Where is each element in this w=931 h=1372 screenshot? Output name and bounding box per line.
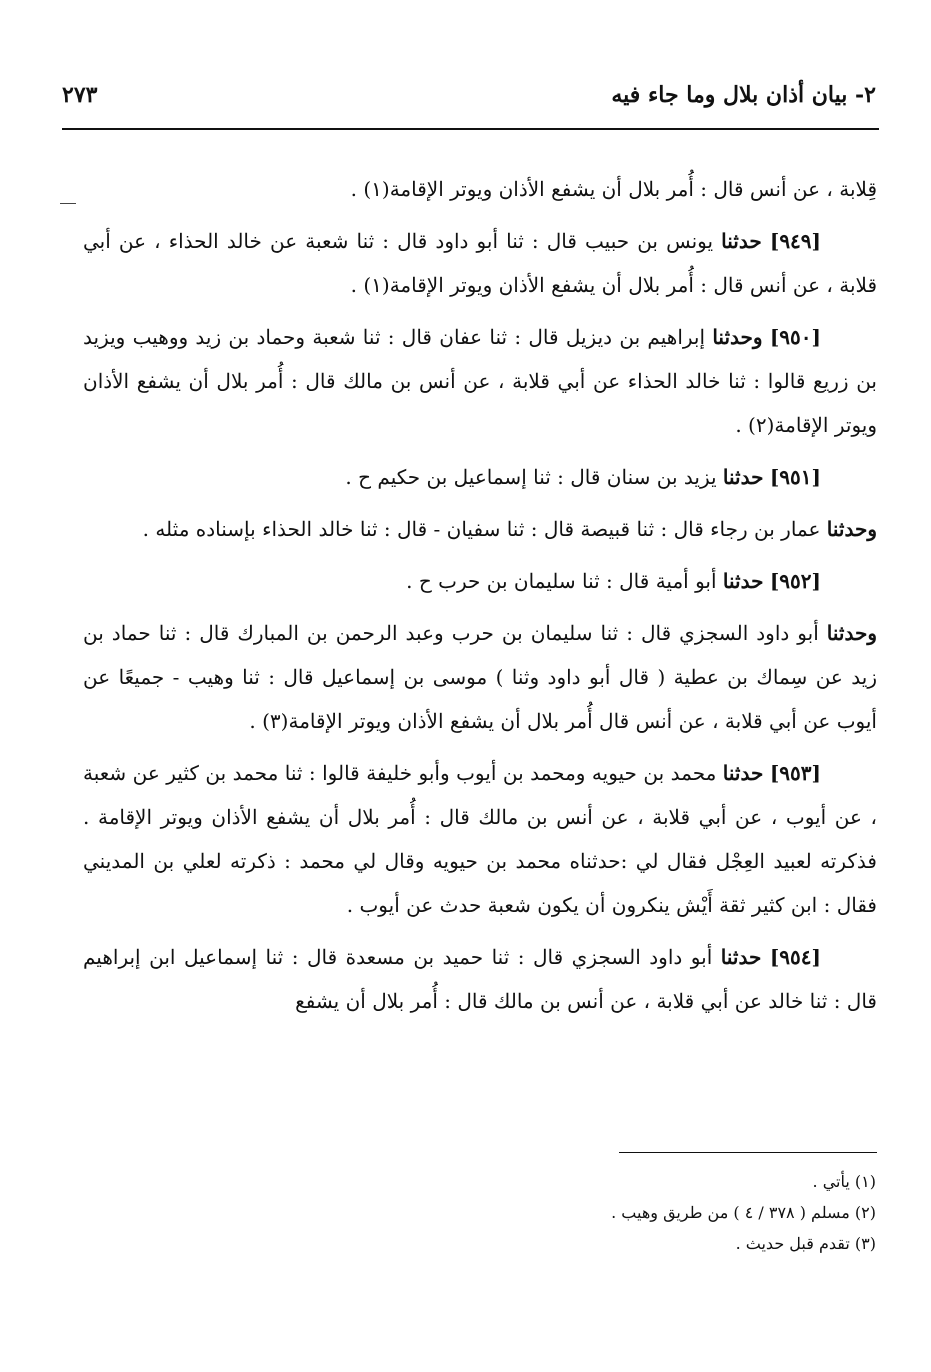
paragraph-text: أبو أمية قال : ثنا سليمان بن حرب ح . (406, 569, 717, 593)
paragraph-text: يزيد بن سنان قال : ثنا إسماعيل بن حكيم ح . (345, 465, 717, 489)
hadith-paragraph (83, 455, 877, 499)
paragraph-text: قِلابة ، عن أنس قال : أُمر بلال أن يشفع الأذان ويوتر الإقامة(١) . (350, 177, 877, 201)
hadith-lead: وحدثنا (826, 621, 877, 645)
hadith-paragraph (83, 559, 877, 603)
paragraph-text: محمد بن حيويه ومحمد بن أيوب وأبو خليفة قالوا : ثنا محمد بن كثير عن شعبة ، عن أيوب ، عن أبي قلابة ، عن أنس بن مالك قال : أُمر بلال أن يشفع الأذان ويوتر الإقامة . فذكرته لعبيد العِجْل فقال لي :حدثناه محمد بن حيويه وقال لي محمد : ذكرته لعلي بن المديني فقال : ابن كثير ثقة أَيْش ينكرون أن يكون شعبة حدث عن أيوب . (83, 761, 877, 917)
hadith-number: [٩٥٠] (769, 325, 821, 349)
chapter-title: ٢- بيان أذان بلال وما جاء فيه (611, 82, 876, 108)
hadith-number: [٩٤٩] (769, 229, 822, 253)
footnote: (٣) تقدم قبل حديث . (735, 1234, 876, 1253)
hadith-lead: حدثنا (721, 229, 762, 253)
hadith-lead: حدثنا (722, 761, 764, 785)
paragraph-text: إبراهيم بن ديزيل قال : ثنا عفان قال : ثنا شعبة وحماد بن زيد ووهيب ويزيد بن زريع قالوا : ثنا خالد الحذاء عن أبي قلابة ، عن أنس بن مالك قال : أُمر بلال أن يشفع الأذان ويوتر الإقامة(٢) . (83, 325, 878, 437)
hadith-paragraph (83, 507, 877, 551)
paragraph-text: عمار بن رجاء قال : ثنا قبيصة قال : ثنا سفيان - قال : ثنا خالد الحذاء بإسناده مثله . (142, 517, 821, 541)
hadith-paragraph (83, 611, 877, 743)
hadith-number: [٩٥٢] (769, 569, 821, 593)
paragraph-text: أبو داود السجزي قال : ثنا سليمان بن حرب وعبد الرحمن بن المبارك قال : ثنا حماد بن زيد عن سِماك بن عطية ( قال أبو داود وثنا ) موسى بن إسماعيل قال : ثنا وهيب - جميعًا عن أيوب عن أبي قلابة ، عن أنس قال أُمر بلال أن يشفع الأذان ويوتر الإقامة(٣) . (83, 621, 877, 733)
hadith-paragraph (83, 219, 877, 307)
hadith-paragraph (83, 751, 877, 927)
hadith-lead: حدثنا (722, 465, 764, 489)
hadith-number: [٩٥٤] (769, 945, 821, 969)
footnote-rule (619, 1152, 877, 1153)
page-number: ٢٧٣ (62, 82, 98, 108)
footnotes (456, 1166, 876, 1259)
running-header (62, 82, 876, 122)
footnote: (١) يأتي . (812, 1172, 876, 1191)
hadith-lead: وحدثنا (712, 325, 763, 349)
margin-mark (60, 203, 76, 204)
hadith-number: [٩٥٣] (769, 761, 821, 785)
hadith-paragraph (83, 167, 877, 211)
hadith-paragraph (83, 935, 877, 1023)
hadith-paragraph (83, 315, 877, 447)
main-text (83, 167, 877, 1031)
hadith-lead: وحدثنا (826, 517, 877, 541)
hadith-lead: حدثنا (720, 945, 762, 969)
paragraph-text: يونس بن حبيب قال : ثنا أبو داود قال : ثنا شعبة عن خالد الحذاء ، عن أبي قلابة ، عن أنس قال : أُمر بلال أن يشفع الأذان ويوتر الإقامة(١) . (83, 229, 877, 297)
hadith-number: [٩٥١] (769, 465, 821, 489)
hadith-lead: حدثنا (722, 569, 764, 593)
footnote: (٢) مسلم ( ٣٧٨ / ٤ ) من طريق وهيب . (611, 1203, 876, 1222)
header-rule (62, 128, 879, 130)
paragraph-text: أبو داود السجزي قال : ثنا حميد بن مسعدة قال : ثنا إسماعيل ابن إبراهيم قال : ثنا خالد عن أبي قلابة ، عن أنس بن مالك قال : أُمر بلال أن يشفع (83, 945, 877, 1013)
